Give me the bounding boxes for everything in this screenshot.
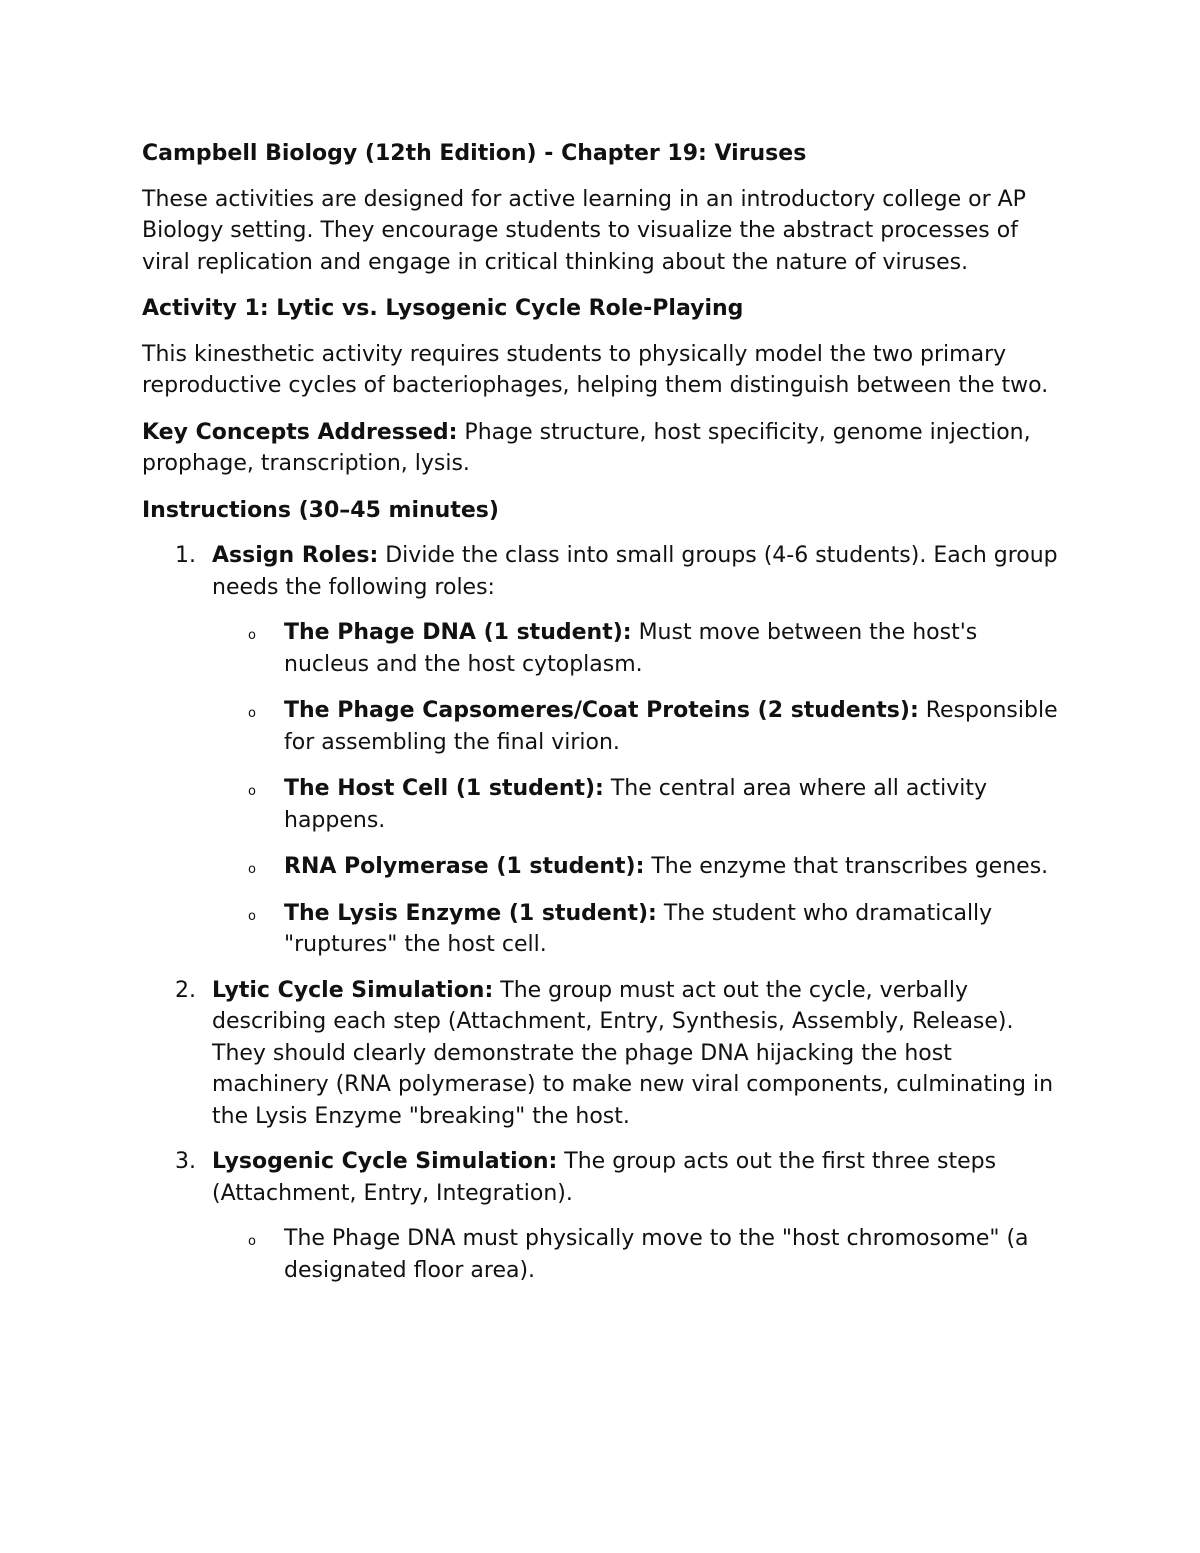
role-item-lysis-enzyme xyxy=(212,898,1062,961)
bullet-icon: o xyxy=(248,908,256,924)
step-item-lysogenic-cycle xyxy=(142,1146,1062,1286)
role-label: The Lysis Enzyme (1 student): xyxy=(284,900,657,926)
step-label: Lysogenic Cycle Simulation: xyxy=(212,1149,558,1174)
role-label: The Phage DNA (1 student): xyxy=(284,620,632,645)
intro-paragraph: These activities are designed for active learning in an introductory college or AP Biology setting. They encourage students to visualize the abstract processes of viral replication and engage in critical thinking about the nature of viruses. xyxy=(142,186,1026,275)
role-text: The student who dramatically "ruptures" the host cell. xyxy=(284,900,993,957)
bullet-icon: o xyxy=(248,1234,256,1249)
role-item-host-cell xyxy=(212,773,1062,836)
bullet-icon: o xyxy=(248,706,256,721)
role-item-phage-dna xyxy=(212,617,1062,680)
role-label: The Phage Capsomeres/Coat Proteins (2 students): xyxy=(284,698,919,723)
bullet-icon: o xyxy=(248,862,256,877)
role-text: Must move between the host's nucleus and the host cytoplasm. xyxy=(284,620,978,677)
role-label: RNA Polymerase (1 student): xyxy=(284,854,645,879)
step-number: 1. xyxy=(175,543,196,568)
instructions-heading: Instructions (30–45 minutes) xyxy=(142,497,499,523)
step-number: 3. xyxy=(175,1149,196,1174)
step-text: The group acts out the first three steps (Attachment, Entry, Integration). xyxy=(212,1149,997,1206)
instruction-steps-list xyxy=(142,540,1062,1286)
bullet-icon: o xyxy=(248,628,256,643)
step-label: Assign Roles: xyxy=(212,543,379,568)
role-text: Responsible for assembling the final virion. xyxy=(284,698,1058,755)
step-text: The group must act out the cycle, verbally describing each step (Attachment, Entry, Synthesis, Assembly, Release). They should clearly demonstrate the phage DNA hijacking the host machinery (RNA polymerase) to make new viral components, culminating in the Lysis Enzyme "breaking" the host. xyxy=(212,977,1054,1129)
activity-description: This kinesthetic activity requires students to physically model the two primary reproductive cycles of bacteriophages, helping them distinguish between the two. xyxy=(142,341,1049,398)
substep-item xyxy=(212,1223,1062,1286)
document-title: Campbell Biology (12th Edition) - Chapter 19: Viruses xyxy=(142,141,807,166)
step-item-lytic-cycle xyxy=(142,975,1062,1133)
substep-text: The Phage DNA must physically move to the "host chromosome" (a designated floor area). xyxy=(284,1226,1029,1283)
document-page xyxy=(142,138,1062,1300)
step-number: 2. xyxy=(175,977,196,1003)
roles-list xyxy=(212,617,1062,961)
role-label: The Host Cell (1 student): xyxy=(284,776,604,801)
step-label: Lytic Cycle Simulation: xyxy=(212,977,494,1003)
step-item-assign-roles xyxy=(142,540,1062,961)
role-text: The central area where all activity happens. xyxy=(284,776,988,833)
key-concepts-paragraph xyxy=(142,417,1062,480)
key-concepts-label: Key Concepts Addressed: xyxy=(142,419,458,445)
lysogenic-substeps-list xyxy=(212,1223,1062,1286)
role-item-rna-polymerase xyxy=(212,851,1062,883)
step-text: Divide the class into small groups (4-6 students). Each group needs the following roles: xyxy=(212,543,1058,600)
bullet-icon: o xyxy=(248,784,256,799)
activity-heading: Activity 1: Lytic vs. Lysogenic Cycle Role-Playing xyxy=(142,296,744,321)
role-item-capsomeres xyxy=(212,695,1062,758)
key-concepts-text: Phage structure, host specificity, genome injection, prophage, transcription, lysis. xyxy=(142,419,1031,476)
role-text: The enzyme that transcribes genes. xyxy=(644,854,1049,879)
